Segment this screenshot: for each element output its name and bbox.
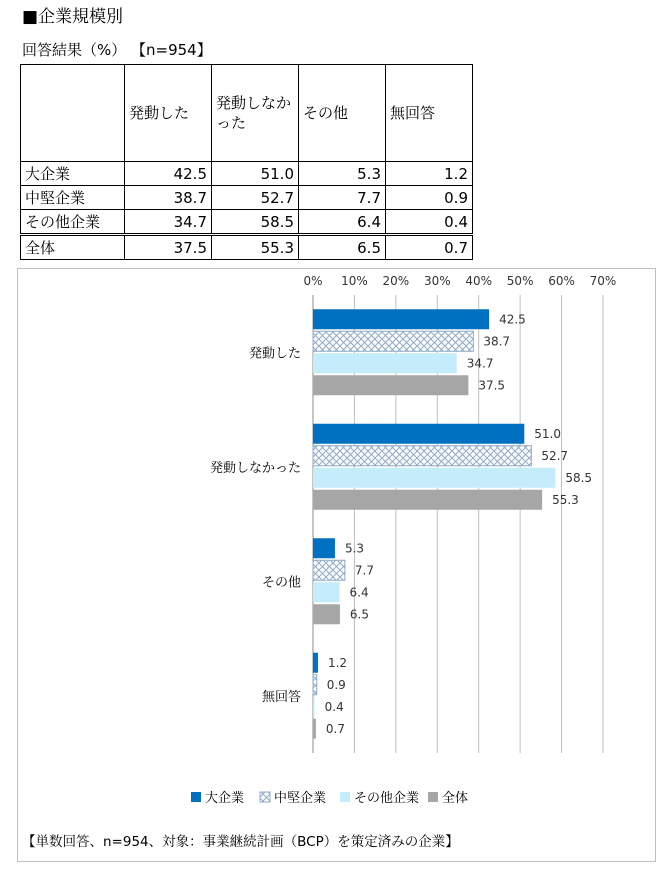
legend-swatch	[340, 792, 350, 802]
data-label: 0.9	[326, 677, 346, 692]
bar	[313, 697, 315, 717]
table-cell: 1.2	[386, 162, 473, 186]
bar	[313, 604, 340, 624]
table-cell: 34.7	[125, 210, 212, 235]
x-tick-label: 0%	[303, 274, 323, 288]
bar	[313, 538, 335, 558]
table-cell: 5.3	[299, 162, 386, 186]
row-label: 全体	[21, 235, 125, 260]
data-label: 58.5	[565, 470, 593, 485]
bar	[313, 653, 318, 673]
table-corner-cell	[21, 65, 125, 162]
bar	[313, 446, 531, 466]
data-label: 5.3	[344, 541, 365, 556]
table-cell: 55.3	[212, 235, 299, 260]
data-label: 0.4	[324, 699, 344, 714]
table-row	[21, 162, 473, 186]
table-cell: 0.4	[386, 210, 473, 235]
bar	[313, 675, 317, 695]
bar	[313, 309, 489, 329]
column-header: 無回答	[386, 65, 473, 162]
legend-swatch	[428, 792, 438, 802]
chart-frame	[17, 268, 656, 862]
legend-swatch	[260, 792, 270, 802]
x-tick-label: 10%	[341, 274, 368, 288]
data-label: 1.2	[327, 655, 348, 670]
table-row	[21, 210, 473, 235]
x-tick-label: 50%	[506, 274, 534, 288]
bar	[313, 560, 345, 580]
column-header: その他	[299, 65, 386, 162]
category-label: 発動しなかった	[209, 460, 301, 476]
table-cell: 6.4	[299, 210, 386, 235]
legend-label: その他企業	[354, 791, 420, 806]
bar	[313, 719, 316, 739]
page-title: ■企業規模別	[22, 7, 124, 27]
column-header: 発動した	[125, 65, 212, 162]
legend-swatch	[191, 792, 201, 802]
bar	[313, 375, 468, 395]
bar	[313, 424, 524, 444]
x-tick-label: 70%	[589, 274, 617, 288]
table-cell: 58.5	[212, 210, 299, 235]
table-cell: 51.0	[212, 162, 299, 186]
data-label: 6.5	[349, 607, 370, 622]
table-cell: 0.9	[386, 186, 473, 210]
column-header: 発動しなかった	[212, 65, 299, 162]
table-header-row	[21, 65, 473, 162]
row-label: 中堅企業	[21, 186, 125, 210]
data-label: 37.5	[478, 378, 506, 393]
table-cell: 52.7	[212, 186, 299, 210]
table-row	[21, 186, 473, 210]
table-cell: 42.5	[125, 162, 212, 186]
table-row-total	[21, 235, 473, 260]
data-label: 55.3	[552, 492, 579, 507]
x-tick-label: 60%	[548, 274, 575, 288]
bar	[313, 353, 457, 373]
legend-label: 全体	[442, 791, 469, 806]
bar	[313, 490, 542, 510]
category-label: その他	[261, 575, 301, 591]
row-label: 大企業	[21, 162, 125, 186]
data-label: 51.0	[534, 426, 562, 441]
table-caption: 回答結果（%） 【n=954】	[22, 41, 212, 59]
table-cell: 7.7	[299, 186, 386, 210]
bar	[313, 331, 473, 351]
table-cell: 38.7	[125, 186, 212, 210]
bar	[313, 468, 555, 488]
footnote: 【単数回答、n=954、対象：事業継続計画（BCP）を策定済みの企業】	[22, 834, 459, 850]
category-label: 発動した	[248, 346, 301, 362]
data-label: 38.7	[483, 334, 511, 349]
x-tick-label: 30%	[423, 274, 451, 288]
legend-label: 大企業	[205, 791, 245, 806]
data-label: 6.4	[349, 585, 369, 600]
category-label: 無回答	[261, 689, 301, 705]
data-label: 34.7	[466, 356, 494, 371]
table-cell: 6.5	[299, 235, 386, 260]
bar	[313, 582, 340, 602]
data-label: 7.7	[354, 563, 374, 578]
row-label: その他企業	[21, 210, 125, 235]
table-cell: 37.5	[125, 235, 212, 260]
x-tick-label: 20%	[382, 274, 410, 288]
bar-chart	[18, 269, 655, 861]
data-label: 0.7	[325, 721, 345, 736]
data-label: 52.7	[541, 448, 569, 463]
legend-label: 中堅企業	[274, 791, 327, 806]
results-table	[20, 64, 473, 260]
x-tick-label: 40%	[465, 274, 493, 288]
table-cell: 0.7	[386, 235, 473, 260]
data-label: 42.5	[499, 312, 526, 327]
